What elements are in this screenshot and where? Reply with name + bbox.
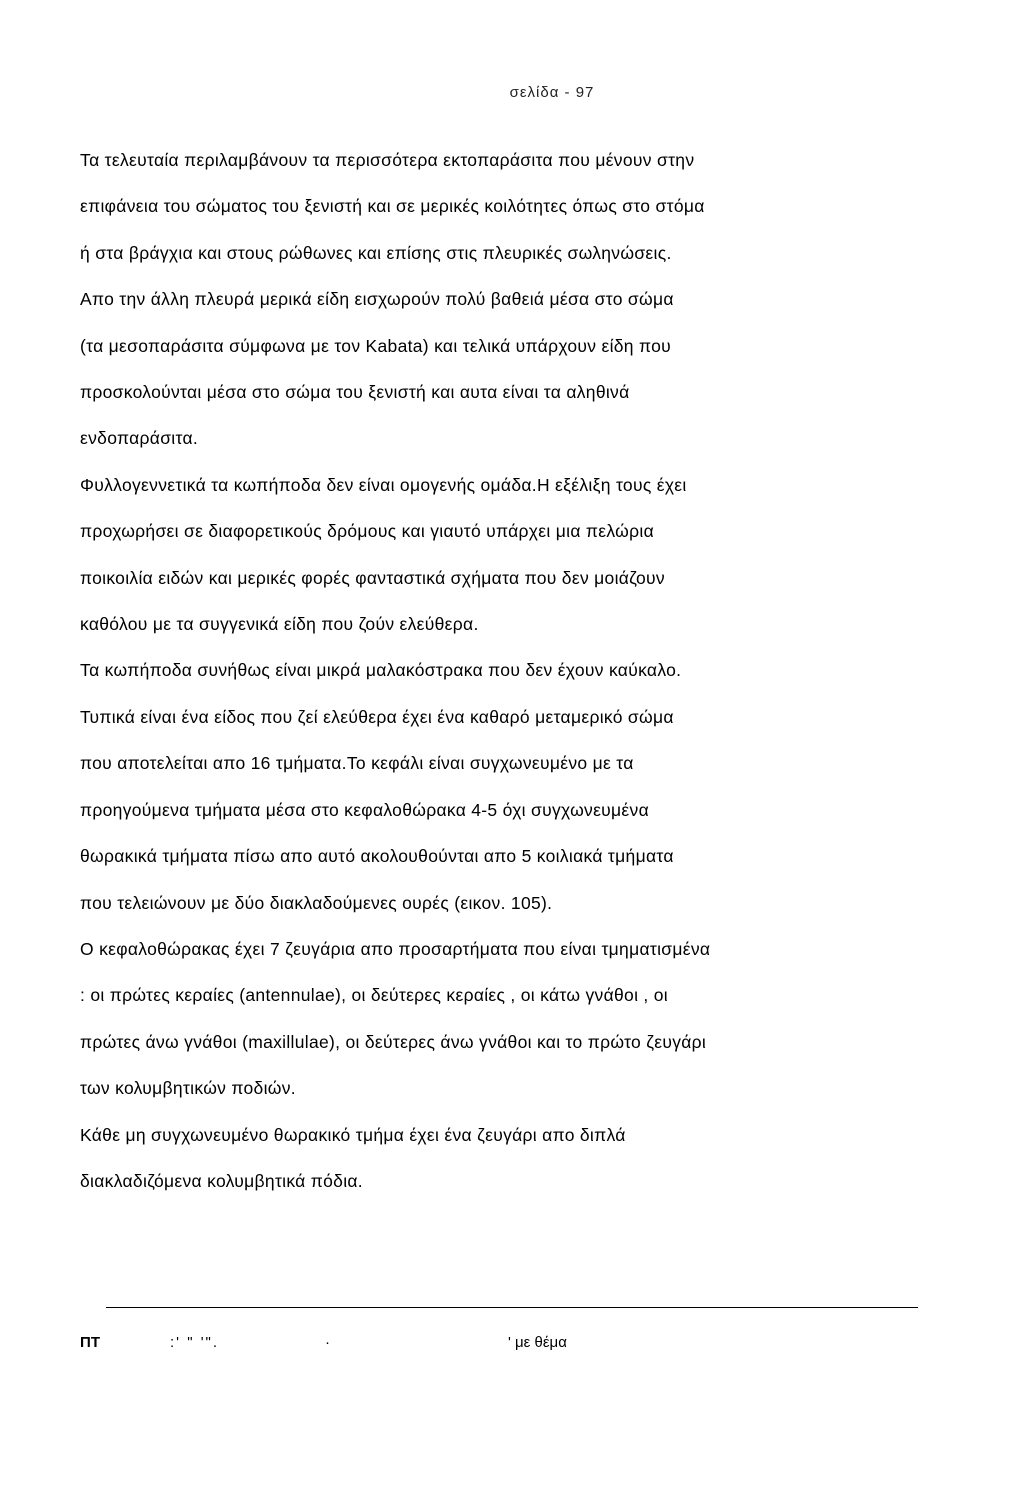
text-line: που τελειώνουν με δύο διακλαδούμενες ουρές (εικον. 105).	[80, 892, 553, 913]
text-line: προχωρήσει σε διαφορετικούς δρόμους και γιαυτό υπάρχει μια πελώρια	[80, 521, 654, 542]
text-line: επιφάνεια του σώματος του ξενιστή και σε μερικές κοιλότητες όπως στο στόμα	[80, 196, 705, 217]
text-line: Φυλλογεννετικά τα κωπήποδα δεν είναι ομογενής ομάδα.Η εξέλιξη τους έχει	[80, 474, 687, 495]
text-line: Τα κωπήποδα συνήθως είναι μικρά μαλακόστρακα που δεν έχουν καύκαλο.	[80, 660, 682, 681]
body-text	[80, 137, 910, 1204]
text-line: : οι πρώτες κεραίες (antennulae), οι δεύτερες κεραίες , οι κάτω γνάθοι , οι	[80, 985, 668, 1006]
text-line: διακλαδιζόμενα κολυμβητικά πόδια.	[80, 1170, 363, 1191]
text-line: Κάθε μη συγχωνευμένο θωρακικό τμήμα έχει ένα ζευγάρι απο διπλά	[80, 1124, 626, 1145]
text-line: προηγούμενα τμήματα μέσα στο κεφαλοθώρακα 4-5 όχι συγχωνευμένα	[80, 799, 650, 820]
text-line: καθόλου με τα συγγενικά είδη που ζούν ελεύθερα.	[80, 614, 479, 635]
text-line: ενδοπαράσιτα.	[80, 428, 199, 449]
text-line: που αποτελείται απο 16 τμήματα.Το κεφάλι είναι συγχωνευμένο με τα	[80, 753, 634, 774]
footer-middle-text: :' " '".	[170, 1334, 220, 1351]
text-line: προσκολούνται μέσα στο σώμα του ξενιστή και αυτα είναι τα αληθινά	[80, 382, 630, 403]
text-line: ή στα βράγχια και στους ρώθωνες και επίσης στις πλευρικές σωληνώσεις.	[80, 242, 672, 263]
text-line: Τα τελευταία περιλαμβάνουν τα περισσότερα εκτοπαράσιτα που μένουν στην	[80, 150, 695, 170]
text-line: Ο κεφαλοθώρακας έχει 7 ζευγάρια απο προσαρτήματα που είναι τμηματισμένα	[80, 938, 711, 959]
text-line: πρώτες άνω γνάθοι (maxillulae), οι δεύτερες άνω γνάθοι και το πρώτο ζευγάρι	[80, 1031, 707, 1052]
footer-left-text: ΠΤ	[80, 1334, 100, 1351]
text-line: των κολυμβητικών ποδιών.	[80, 1078, 296, 1099]
page-number: σελίδα - 97	[509, 84, 595, 101]
page-header	[0, 84, 1024, 101]
footer-dot: ·	[325, 1334, 330, 1351]
text-line: Τυπικά είναι ένα είδος που ζεί ελεύθερα έχει ένα καθαρό μεταμερικό σώμα	[80, 706, 674, 727]
text-line: ποικοιλία ειδών και μερικές φορές φανταστικά σχήματα που δεν μοιάζουν	[80, 567, 665, 588]
footer-right-text: ' με θέμα	[508, 1334, 567, 1351]
text-line: θωρακικά τμήματα πίσω απο αυτό ακολουθούνται απο 5 κοιλιακά τμήματα	[80, 846, 674, 867]
text-line: (τα μεσοπαράσιτα σύμφωνα με τον Kabata) και τελικά υπάρχουν είδη που	[80, 335, 672, 356]
footnote-divider	[106, 1307, 918, 1308]
page-footer	[80, 1334, 920, 1358]
text-line: Απο την άλλη πλευρά μερικά είδη εισχωρούν πολύ βαθειά μέσα στο σώμα	[80, 289, 674, 310]
